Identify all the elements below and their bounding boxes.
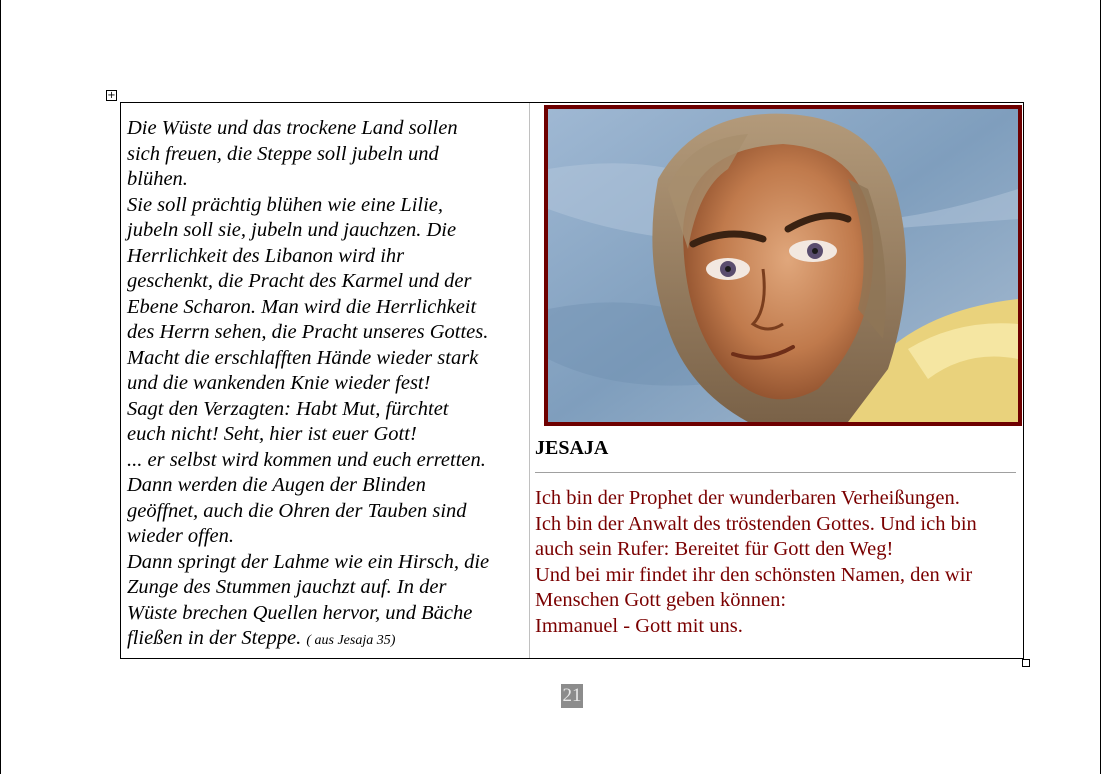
passage-line: und die wankenden Knie wieder fest! <box>127 372 431 394</box>
passage-line: jubeln soll sie, jubeln und jauchzen. Die <box>127 219 457 241</box>
passage-line: Zunge des Stummen jauchzt auf. In der <box>127 576 447 598</box>
passage-line: Sagt den Verzagten: Habt Mut, fürchtet <box>127 397 449 420</box>
passage-line: Herrlichkeit des Libanon wird ihr <box>127 244 405 267</box>
passage-line: Sie soll prächtig blühen wie eine Lilie, <box>127 193 443 216</box>
passage-line: ... er selbst wird kommen und euch erretten. <box>127 448 486 471</box>
passage-line: wieder offen. <box>127 525 235 547</box>
passage-line: sich freuen, die Steppe soll jubeln und <box>127 142 439 165</box>
description-line: auch sein Rufer: Bereitet für Gott den Weg! <box>535 538 894 560</box>
bible-passage <box>127 116 523 654</box>
description-line: Ich bin der Prophet der wunderbaren Verheißungen. <box>535 487 960 509</box>
page-number: 21 <box>562 685 582 706</box>
passage-line: des Herrn sehen, die Pracht unseres Gottes. <box>127 321 489 343</box>
description-line: Immanuel - Gott mit uns. <box>535 614 743 637</box>
passage-source: ( aus Jesaja 35) <box>306 633 396 648</box>
column-divider <box>529 103 530 658</box>
description-line: Menschen Gott geben können: <box>535 589 787 611</box>
passage-last-line <box>127 626 523 654</box>
passage-line: geöffnet, auch die Ohren der Tauben sind <box>127 499 467 522</box>
description-line: Und bei mir findet ihr den schönsten Namen, den wir <box>535 563 973 586</box>
description-line: Ich bin der Anwalt des tröstenden Gottes. Und ich bin <box>535 512 977 535</box>
prophet-puppet-photo <box>544 105 1022 426</box>
table-move-handle-icon[interactable]: + <box>107 90 116 101</box>
passage-line: euch nicht! Seht, hier ist euer Gott! <box>127 423 417 445</box>
heading-divider <box>535 472 1016 473</box>
passage-line: Ebene Scharon. Man wird die Herrlichkeit <box>127 295 477 318</box>
prophet-description <box>535 486 1021 639</box>
passage-line: Die Wüste und das trockene Land sollen <box>127 117 458 139</box>
passage-line: Dann springt der Lahme wie ein Hirsch, die <box>127 550 490 573</box>
passage-line: Dann werden die Augen der Blinden <box>127 474 426 496</box>
passage-line: fließen in der Steppe. <box>127 627 302 649</box>
content-table <box>120 102 1024 659</box>
page-edge-left <box>0 0 1 774</box>
page-edge-right <box>1100 0 1101 774</box>
passage-line: geschenkt, die Pracht des Karmel und der <box>127 270 472 292</box>
passage-line: Wüste brechen Quellen hervor, und Bäche <box>127 601 473 624</box>
passage-line: blühen. <box>127 168 188 190</box>
passage-line: Macht die erschlafften Hände wieder stark <box>127 346 479 369</box>
table-resize-handle-icon[interactable] <box>1022 659 1030 667</box>
prophet-heading: JESAJA <box>535 437 609 459</box>
